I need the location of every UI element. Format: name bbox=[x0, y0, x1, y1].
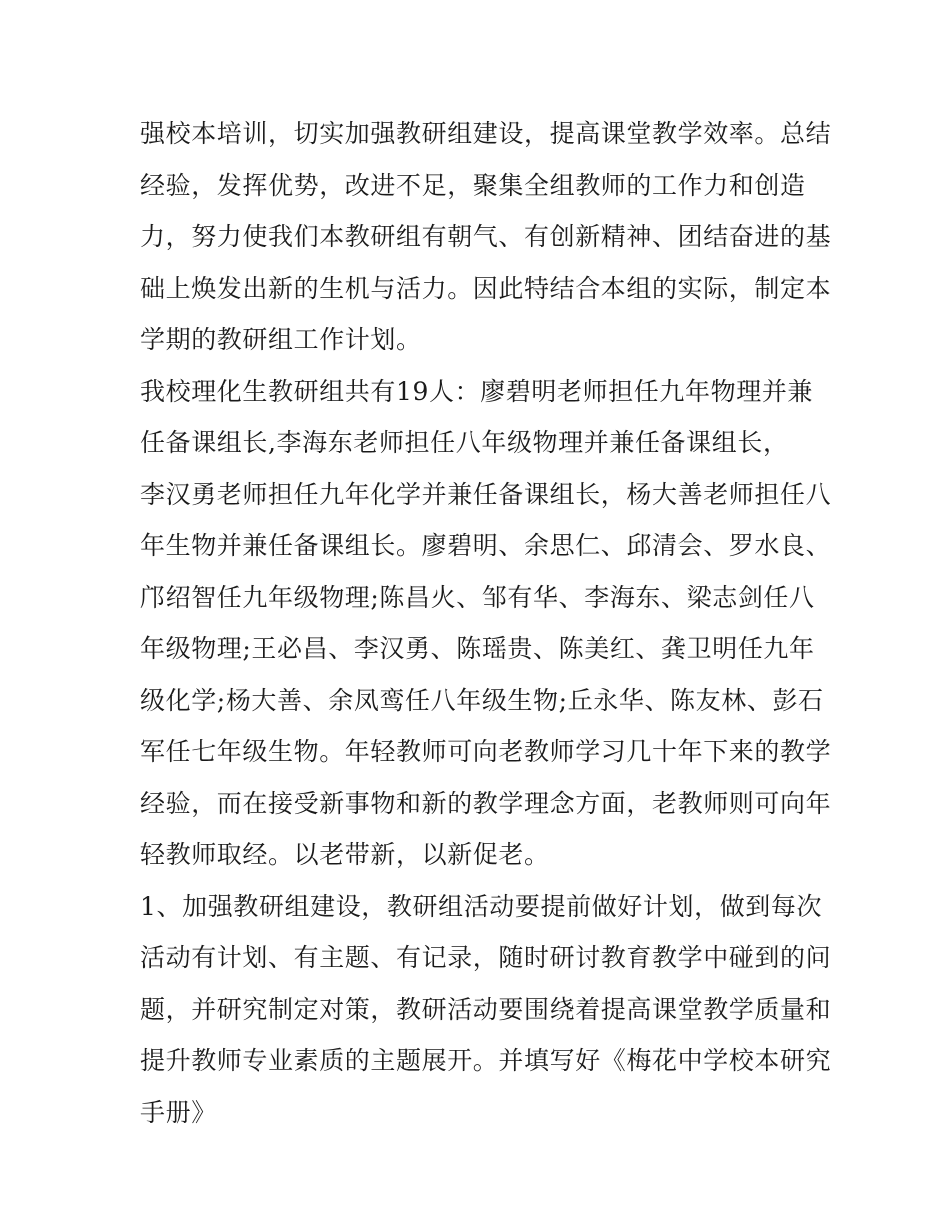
text-line: 邝绍智任九年级物理;陈昌火、邹有华、李海东、梁志剑任八 bbox=[140, 582, 815, 612]
text-line: 提升教师专业素质的主题展开。并填写好《梅花中学校本研究 bbox=[140, 1046, 832, 1075]
text-line: 年级物理;王必昌、李汉勇、陈瑶贵、陈美红、龚卫明任九年 bbox=[140, 634, 815, 663]
text-line: 军任七年级生物。年轻教师可向老教师学习几十年下来的教学 bbox=[140, 737, 832, 766]
text-line: 础上焕发出新的生机与活力。因此特结合本组的实际，制定本 bbox=[140, 273, 832, 303]
text-line: 级化学;杨大善、余凤鸾任八年级生物;丘永华、陈友林、彭石 bbox=[140, 685, 824, 715]
text-line: 轻教师取经。以老带新，以新促老。 bbox=[140, 840, 550, 869]
text-line: 题，并研究制定对策，教研活动要围绕着提高课堂教学质量和 bbox=[140, 994, 832, 1024]
text-line: 强校本培训，切实加强教研组建设，提高课堂教学效率。总结 bbox=[140, 119, 832, 148]
text-line: 力，努力使我们本教研组有朝气、有创新精神、团结奋进的基 bbox=[140, 222, 832, 251]
text-line: 任备课组长,李海东老师担任八年级物理并兼任备课组长， bbox=[140, 428, 789, 457]
text-line: 我校理化生教研组共有19人：廖碧明老师担任九年物理并兼 bbox=[140, 376, 814, 406]
text-line: 学期的教研组工作计划。 bbox=[140, 325, 422, 354]
text-line: 活动有计划、有主题、有记录，随时研讨教育教学中碰到的问 bbox=[140, 943, 832, 972]
text-line: 1、加强教研组建设，教研组活动要提前做好计划，做到每次 bbox=[140, 891, 823, 921]
text-line: 李汉勇老师担任九年化学并兼任备课组长，杨大善老师担任八 bbox=[140, 479, 832, 509]
text-line: 经验，而在接受新事物和新的教学理念方面，老教师则可向年 bbox=[140, 788, 832, 818]
document-body bbox=[140, 108, 832, 1138]
text-line: 年生物并兼任备课组长。廖碧明、余思仁、邱清会、罗水良、 bbox=[140, 531, 832, 560]
text-line: 手册》 bbox=[140, 1097, 217, 1127]
text-line: 经验，发挥优势，改进不足，聚集全组教师的工作力和创造 bbox=[140, 170, 806, 200]
